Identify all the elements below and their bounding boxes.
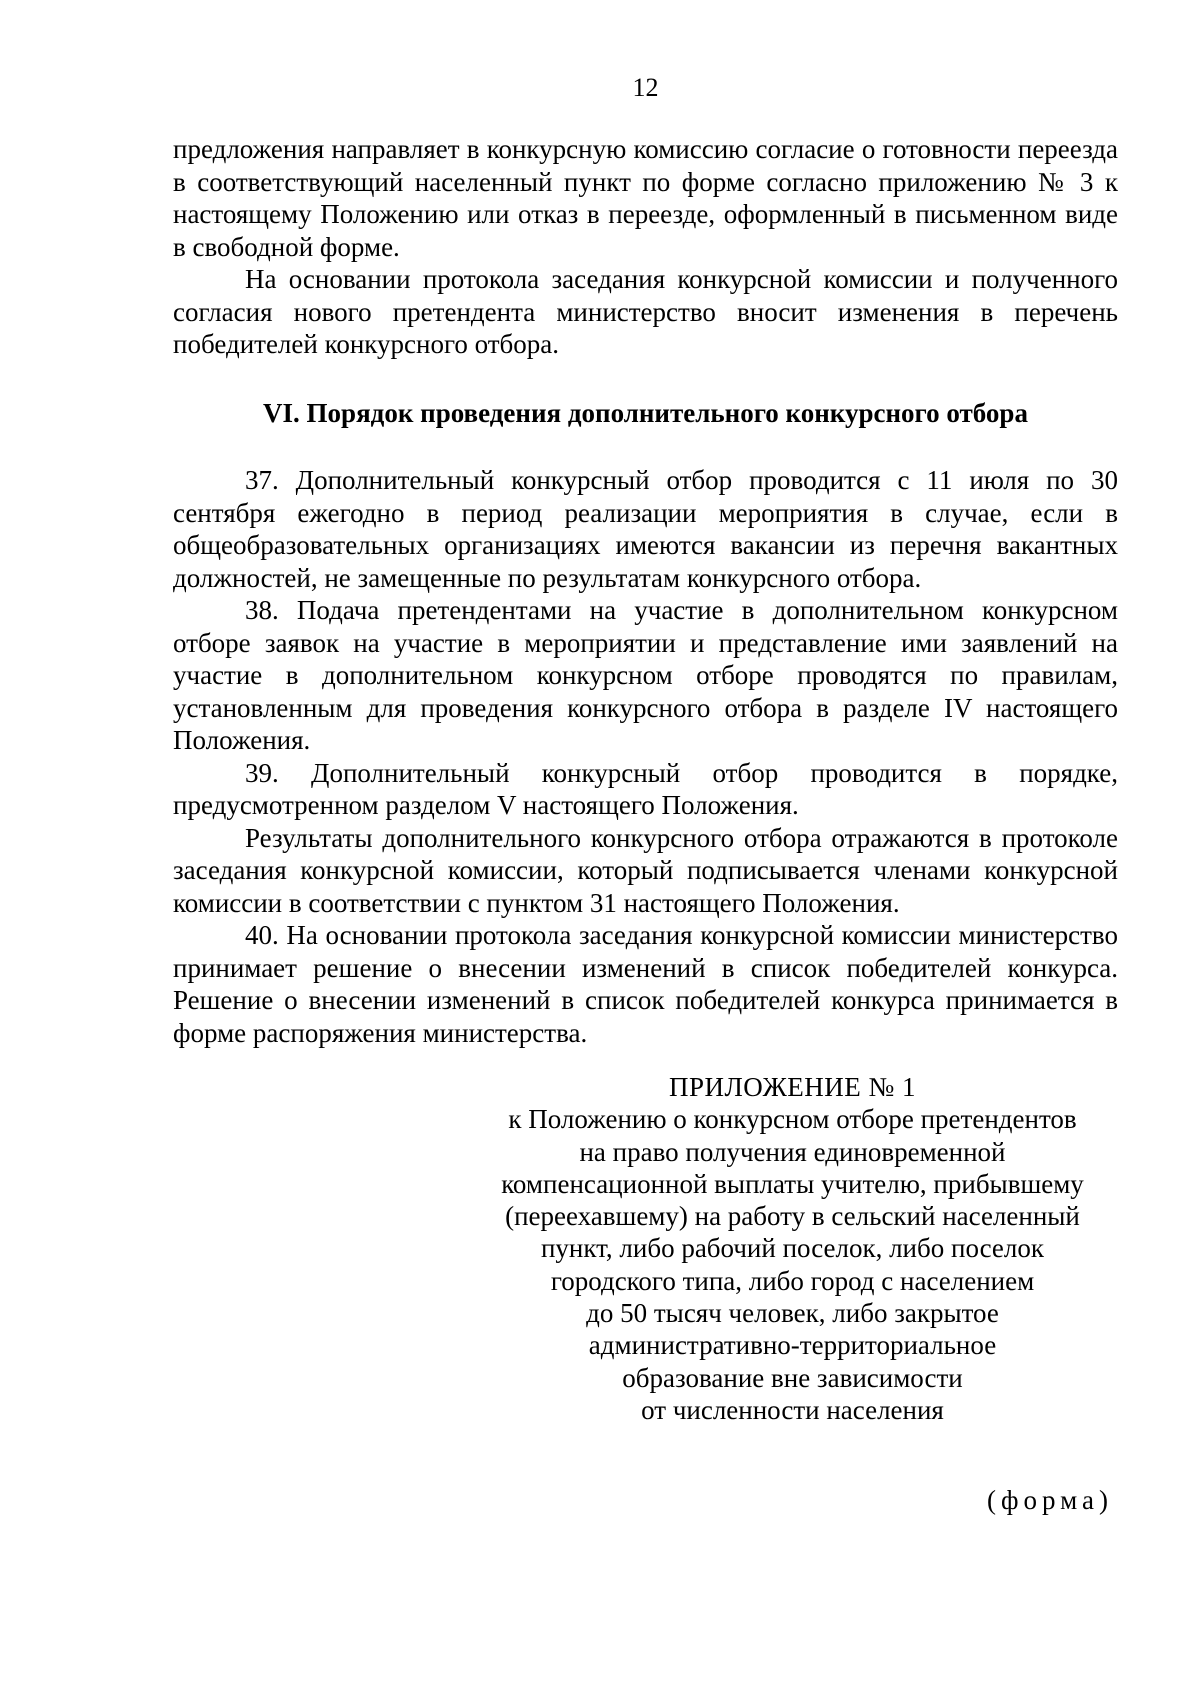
appendix-line: образование вне зависимости: [622, 1362, 963, 1393]
document-page: [173, 0, 1118, 1697]
appendix-line: компенсационной выплаты учителю, прибывшему: [501, 1168, 1084, 1199]
paragraph-protocol: На основании протокола заседания конкурсной комиссии и полученного согласия нового претендента министерство вносит изменения в перечень победителей конкурсного отбора.: [173, 264, 1118, 359]
paragraph-38: 38. Подача претендентами на участие в дополнительном конкурсном отборе заявок на участие в мероприятии и представление ими заявлений на участие в дополнительном конкурсном отборе проводятся по правилам, установленным для проведения конкурсного отбора в разделе IV настоящего Положения.: [173, 595, 1118, 755]
appendix-line: пункт, либо рабочий поселок, либо поселок: [540, 1233, 1045, 1264]
paragraph-continuation: предложения направляет в конкурсную комиссию согласие о готовности переезда в соответствующий населенный пункт по форме согласно приложению № 3 к настоящему Положению или отказ в переезде, оформленный в письменном виде в свободной форме.: [173, 134, 1118, 262]
document-body: [173, 133, 1118, 1049]
paragraph-37: 37. Дополнительный конкурсный отбор проводится с 11 июля по 30 сентября ежегодно в период реализации мероприятия в случае, если в общеобразовательных организациях имеются вакансии из перечня вакантных должностей, не замещенные по результатам конкурсного отбора.: [173, 465, 1118, 593]
appendix-header: [480, 1071, 1105, 1426]
paragraph-40: 40. На основании протокола заседания конкурсной комиссии министерство принимает решение о внесении изменений в список победителей конкурса. Решение о внесении изменений в список победителей конкурса принимается в форме распоряжения министерства.: [173, 920, 1118, 1048]
form-label: (форма): [987, 1485, 1113, 1515]
appendix-line: до 50 тысяч человек, либо закрытое: [586, 1298, 999, 1329]
page-number: 12: [632, 73, 659, 102]
appendix-line: от численности населения: [641, 1394, 944, 1425]
appendix-title: ПРИЛОЖЕНИЕ № 1: [668, 1072, 917, 1102]
paragraph-39: 39. Дополнительный конкурсный отбор проводится в порядке, предусмотренном разделом V настоящего Положения.: [173, 757, 1118, 820]
appendix-line: административно-территориальное: [588, 1330, 997, 1361]
appendix-line: на право получения единовременной: [579, 1136, 1006, 1167]
appendix-line: к Положению о конкурсном отборе претендентов: [508, 1104, 1077, 1135]
paragraph-39-results: Результаты дополнительного конкурсного отбора отражаются в протоколе заседания конкурсной комиссии, который подписывается членами конкурсной комиссии в соответствии с пунктом 31 настоящего Положения.: [173, 822, 1118, 918]
appendix-line: (переехавшему) на работу в сельский населенный: [505, 1201, 1080, 1232]
section-heading: VI. Порядок проведения дополнительного конкурсного отбора: [263, 397, 1028, 428]
appendix-line: городского типа, либо город с населением: [550, 1265, 1035, 1296]
